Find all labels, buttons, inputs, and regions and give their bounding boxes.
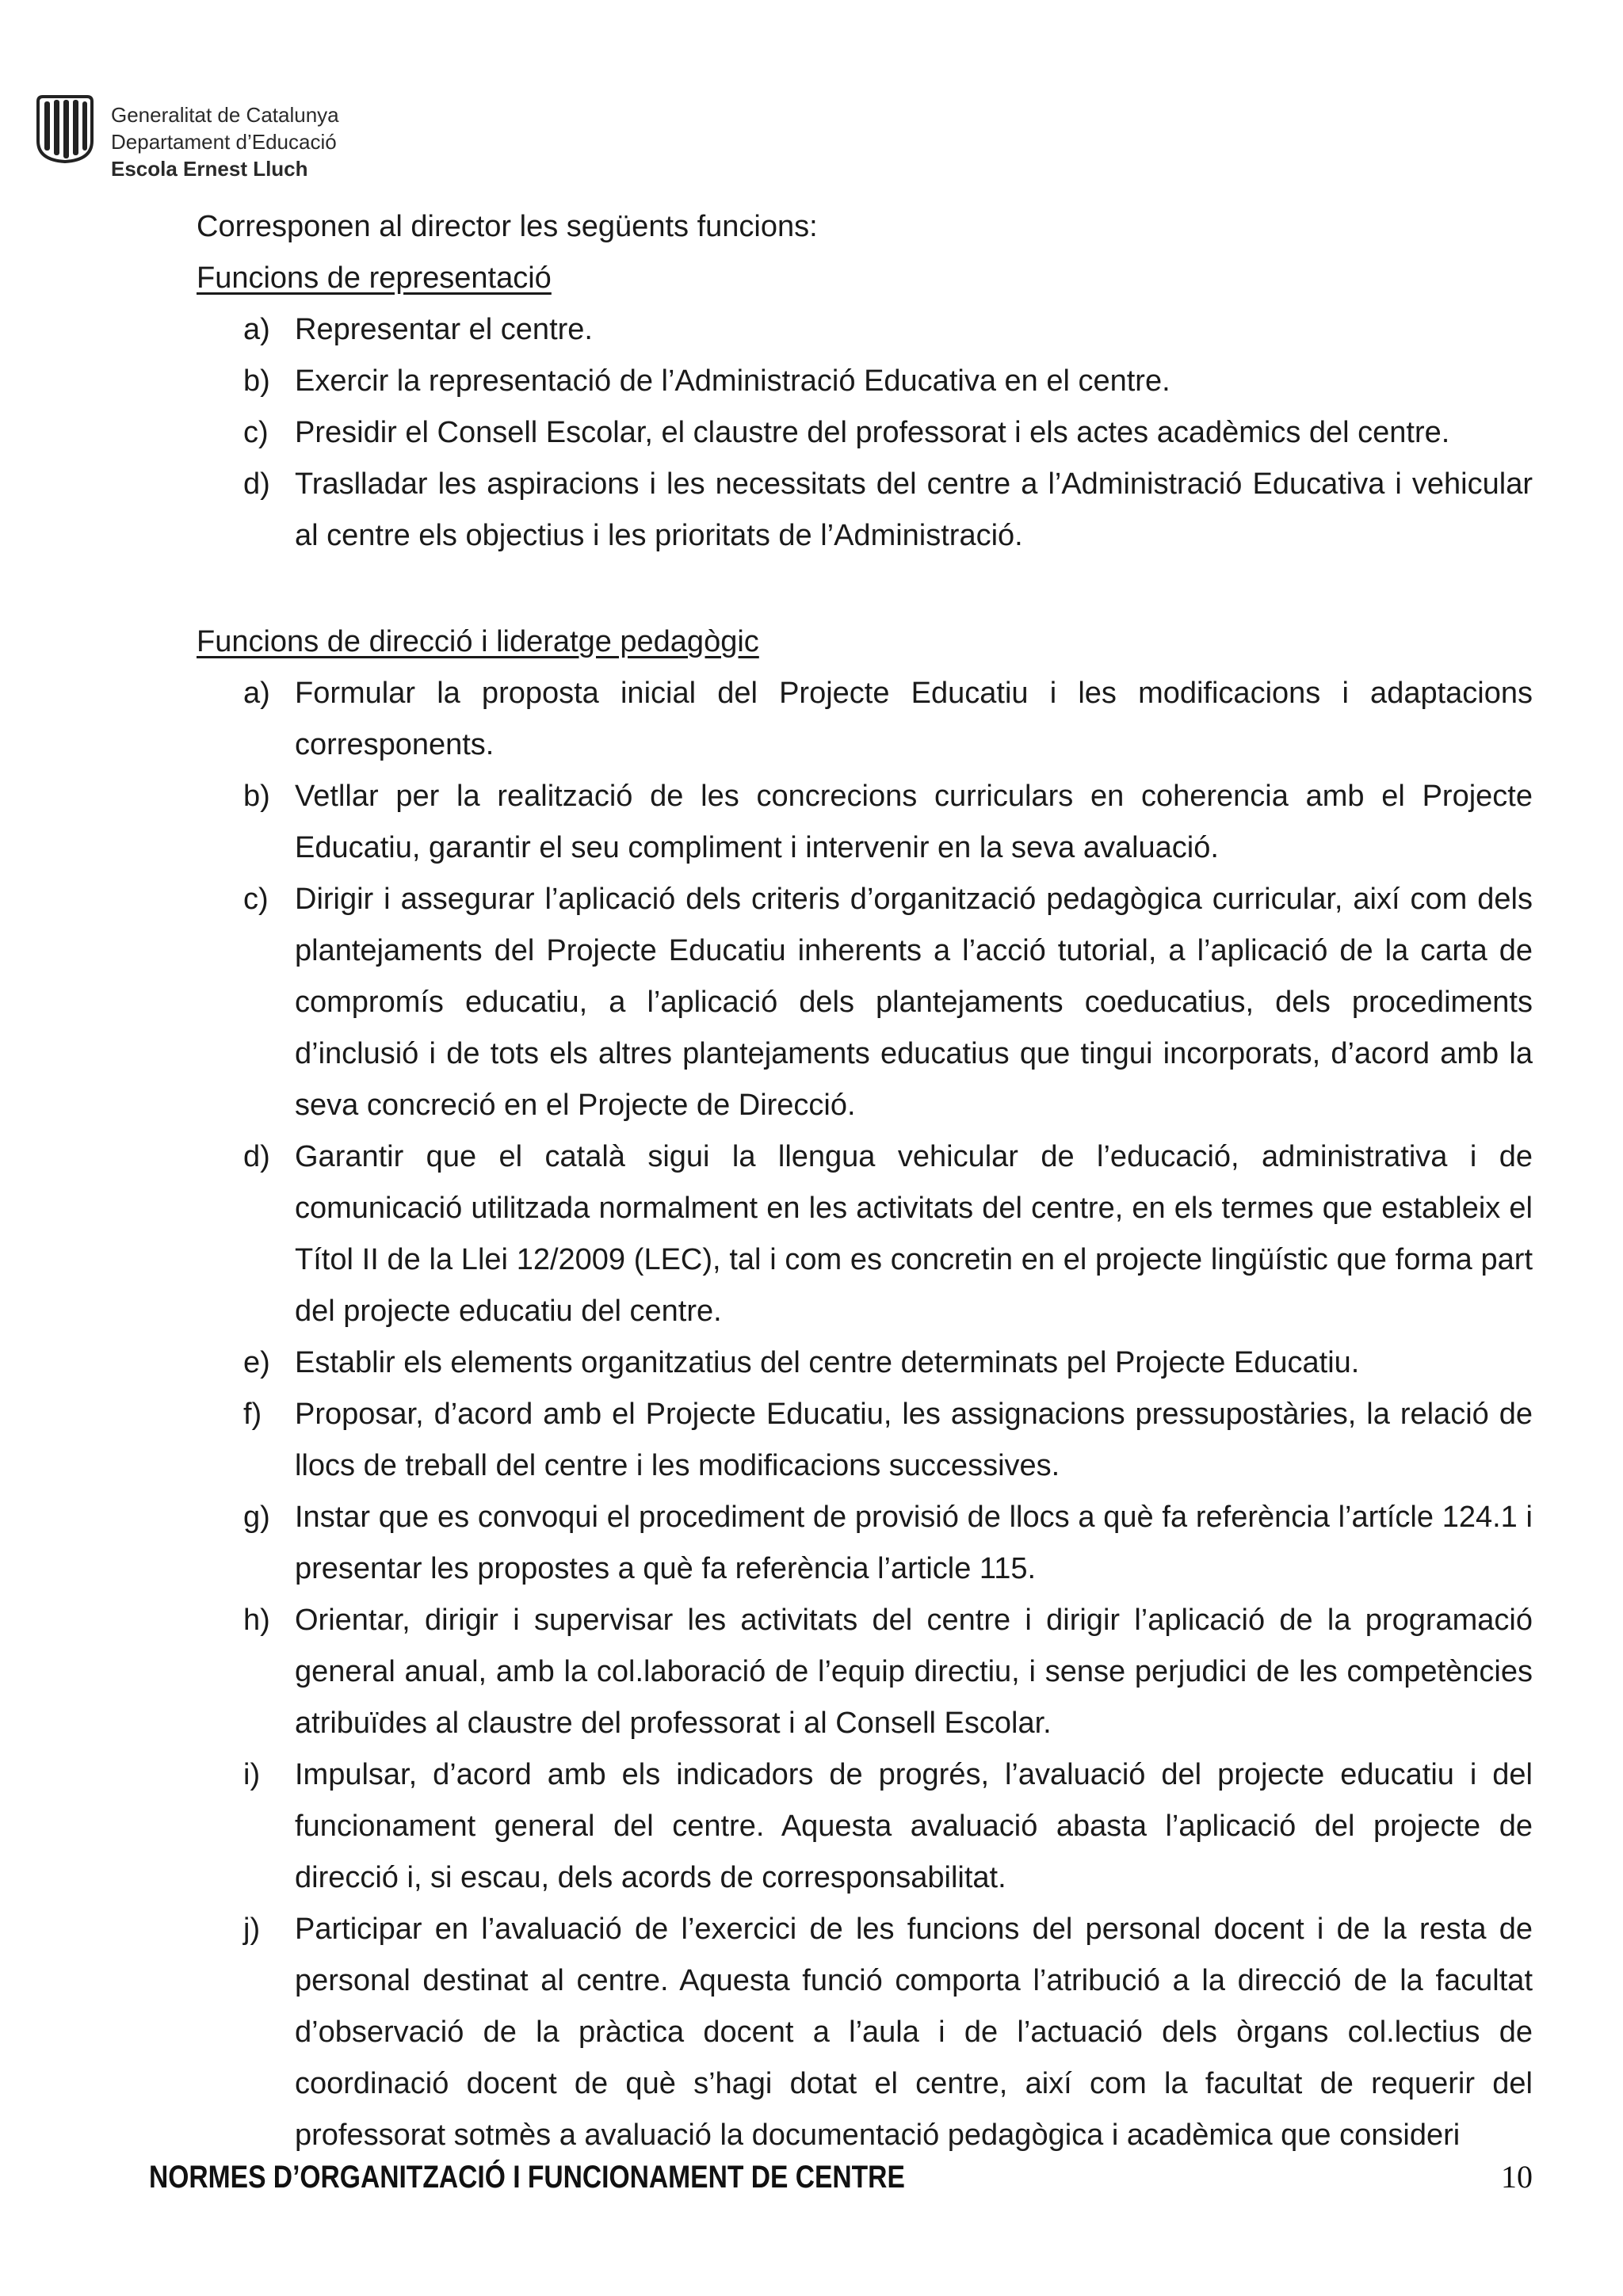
list-letter: a) (243, 313, 270, 346)
document-header (35, 93, 590, 196)
list-item (197, 356, 1533, 407)
list-text: Vetllar per la realització de les concrecions curriculars en coherencia amb el Projecte Educatiu, garantir el seu compliment i intervenir en la seva avaluació. (295, 780, 1533, 864)
list-text: Formular la proposta inicial del Projecte Educatiu i les modificacions i adaptacions corresponents. (295, 677, 1533, 761)
list-text: Participar en l’avaluació de l’exercici de les funcions del personal docent i de la resta de personal destinat al centre. Aquesta funció comporta l’atribució a la direcció de la facultat d’observació de la pràctica docent a l’aula i de l’actuació dels òrgans col.lectius de coordinació docent de què s’hagi dotat el centre, així com la facultat de requerir del professorat sotmès a avaluació la documentació pedagògica i acadèmica que consideri (295, 1913, 1533, 2152)
list-item (197, 1389, 1533, 1492)
list-letter: h) (243, 1604, 270, 1637)
list-letter: j) (243, 1913, 261, 1946)
list-item (197, 1492, 1533, 1595)
document-footer (149, 2155, 1533, 2210)
list-item (197, 304, 1533, 356)
list-letter: b) (243, 364, 270, 398)
list-item (197, 668, 1533, 771)
list-text: Presidir el Consell Escolar, el claustre del professorat i els actes acadèmics del centre. (295, 416, 1450, 449)
list-item (197, 1595, 1533, 1749)
footer-title: NORMES D’ORGANITZACIÓ I FUNCIONAMENT DE CENTRE (149, 2160, 905, 2195)
org-line-department: Departament d’Educació (111, 130, 337, 154)
list-item (197, 1904, 1533, 2161)
list-text: Traslladar les aspiracions i les necessitats del centre a l’Administració Educativa i vehicular al centre els objectius i les prioritats de l’Administració. (295, 467, 1533, 552)
list-text: Garantir que el català sigui la llengua vehicular de l’educació, administrativa i de comunicació utilitzada normalment en les activitats del centre, en els termes que estableix el Títol II de la Llei 12/2009 (LEC), tal i com es concretin en el projecte lingüístic que forma part del projecte educatiu del centre. (295, 1140, 1533, 1328)
list-text: Impulsar, d’acord amb els indicadors de progrés, l’avaluació del projecte educatiu i del funcionament general del centre. Aquesta avaluació abasta l’aplicació del projecte de direcció i, si escau, dels acords de corresponsabilitat. (295, 1758, 1533, 1894)
list-text: Exercir la representació de l’Administració Educativa en el centre. (295, 364, 1170, 398)
list-item (197, 771, 1533, 874)
list-letter: f) (243, 1398, 262, 1431)
page-number: 10 (1501, 2159, 1533, 2195)
list-letter: i) (243, 1758, 261, 1791)
section-title-pedagogical-leadership: Funcions de direcció i lideratge pedagògic (197, 625, 759, 658)
organization-lines (111, 101, 339, 182)
pedagogical-function-list (197, 668, 1533, 2161)
list-text: Establir els elements organitzatius del centre determinats pel Projecte Educatiu. (295, 1346, 1360, 1379)
list-item (197, 1749, 1533, 1904)
section-spacer (197, 562, 1533, 616)
list-item (197, 1131, 1533, 1337)
list-letter: e) (243, 1346, 270, 1379)
list-text: Dirigir i assegurar l’aplicació dels criteris d’organització pedagògica curricular, així com dels plantejaments del Projecte Educatiu inherents a l’acció tutorial, a l’aplicació de la carta de compromís educatiu, a l’aplicació dels plantejaments coeducatius, dels procediments d’inclusió i de tots els altres plantejaments educatius que tingui incorporats, d’acord amb la seva concreció en el Projecte de Direcció. (295, 883, 1533, 1122)
representation-function-list (197, 304, 1533, 562)
intro-paragraph: Corresponen al director les següents funcions: (197, 210, 818, 243)
org-line-generalitat: Generalitat de Catalunya (111, 103, 339, 127)
list-letter: a) (243, 677, 270, 710)
list-item (197, 1337, 1533, 1389)
section-title-representation: Funcions de representació (197, 261, 552, 295)
list-letter: c) (243, 416, 269, 449)
list-letter: g) (243, 1501, 270, 1534)
list-item (197, 407, 1533, 459)
list-letter: c) (243, 883, 269, 916)
generalitat-senyera-logo-icon (35, 93, 95, 163)
list-letter: d) (243, 467, 270, 501)
document-body (197, 201, 1533, 2161)
list-text: Orientar, dirigir i supervisar les activitats del centre i dirigir l’aplicació de la programació general anual, amb la col.laboració de l’equip directiu, i sense perjudici de les competències atribuïdes al claustre del professorat i al Consell Escolar. (295, 1604, 1533, 1740)
list-text: Proposar, d’acord amb el Projecte Educatiu, les assignacions pressupostàries, la relació de llocs de treball del centre i les modificacions successives. (295, 1398, 1533, 1482)
list-item (197, 874, 1533, 1131)
list-text: Instar que es convoqui el procediment de provisió de llocs a què fa referència l’artícle 124.1 i presentar les propostes a què fa referència l’article 115. (295, 1501, 1533, 1585)
list-item (197, 459, 1533, 562)
list-letter: d) (243, 1140, 270, 1173)
list-letter: b) (243, 780, 270, 813)
list-text: Representar el centre. (295, 313, 593, 346)
org-line-school: Escola Ernest Lluch (111, 157, 308, 181)
